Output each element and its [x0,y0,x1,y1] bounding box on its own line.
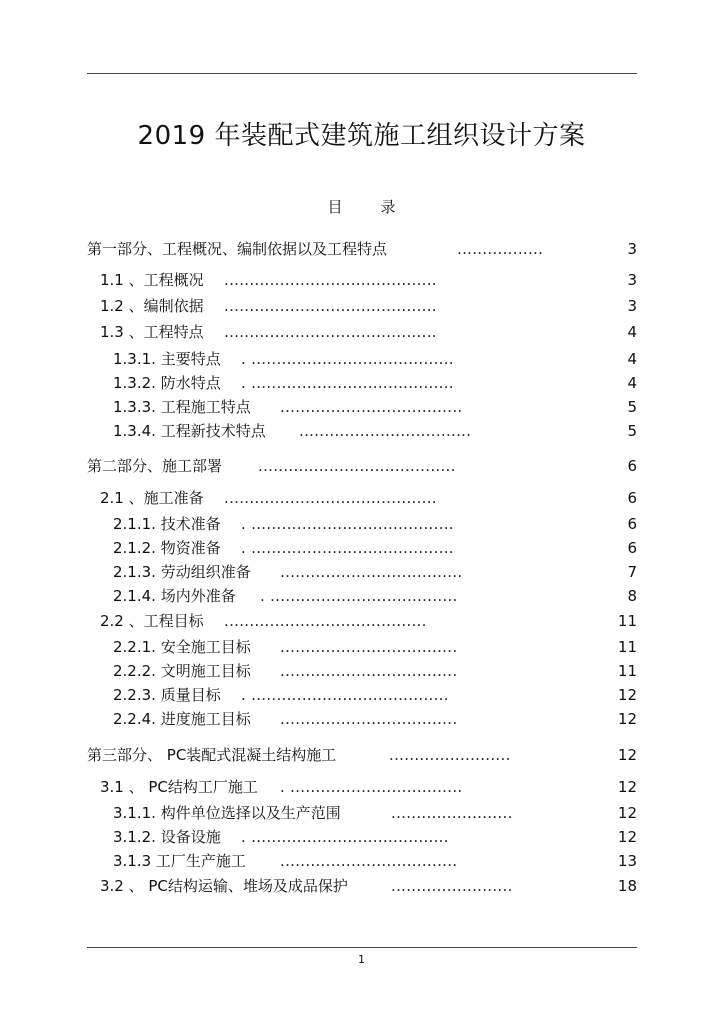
toc-page-number: 3 [627,271,637,289]
toc-entry-label: 2.2.1. 安全施工目标 [113,638,251,656]
toc-entry-label: 1.3.2. 防水特点 [113,374,221,392]
toc-entry-2-1[interactable] [100,487,637,509]
toc-entry-3-2[interactable] [100,875,637,897]
toc-entry-1-3-3[interactable] [113,396,637,418]
toc-page-number: 6 [627,489,637,507]
toc-page-number: 5 [627,398,637,416]
toc-heading [0,196,723,217]
toc-entry-1-1[interactable] [100,269,637,291]
toc-entry-2-2[interactable] [100,610,637,632]
toc-page-number: 6 [627,457,637,475]
toc-leader-dots: . ....................................... [241,686,449,704]
toc-entry-label: 1.3 、工程特点 [100,323,204,341]
toc-page-number: 12 [617,710,637,728]
toc-heading-char-1: 目 [327,198,343,216]
toc-page-number: 12 [617,804,637,822]
toc-page-number: 4 [627,374,637,392]
toc-entry-part-1[interactable] [87,238,637,260]
toc-entry-2-2-4[interactable] [113,708,637,730]
toc-entry-label: 2.1.1. 技术准备 [113,515,221,533]
toc-page-number: 12 [617,778,637,796]
toc-leader-dots: .......................................... [224,489,437,507]
toc-entry-label: 3.1 、 PC结构工厂施工 [100,778,258,796]
toc-entry-label: 2.1.4. 场内外准备 [113,587,236,605]
toc-leader-dots: ................................... [280,710,458,728]
toc-entry-label: 1.1 、工程概况 [100,271,204,289]
toc-entry-1-3-1[interactable] [113,348,637,370]
toc-entry-label: 第三部分、 PC装配式混凝土结构施工 [87,746,337,764]
toc-leader-dots: . ........................................ [241,539,454,557]
toc-leader-dots: ................. [457,240,544,258]
toc-entry-3-1[interactable] [100,776,637,798]
toc-entry-label: 1.2 、编制依据 [100,297,204,315]
toc-leader-dots: ................................... [280,852,458,870]
toc-entry-label: 2.2.3. 质量目标 [113,686,221,704]
toc-leader-dots: .......................................... [224,323,437,341]
toc-entry-label: 2.2 、工程目标 [100,612,204,630]
toc-entry-label: 3.1.3 工厂生产施工 [113,852,246,870]
toc-entry-label: 1.3.3. 工程施工特点 [113,398,251,416]
toc-page-number: 13 [617,852,637,870]
toc-entry-label: 2.1.2. 物资准备 [113,539,221,557]
toc-page-number: 4 [627,323,637,341]
toc-entry-label: 2.1.3. 劳动组织准备 [113,563,251,581]
toc-heading-char-2: 录 [380,198,396,216]
toc-entry-2-2-3[interactable] [113,684,637,706]
toc-page-number: 4 [627,350,637,368]
toc-leader-dots: . .................................. [280,778,463,796]
toc-page-number: 5 [627,422,637,440]
toc-leader-dots: . ....................................... [241,828,449,846]
toc-entry-label: 1.3.1. 主要特点 [113,350,221,368]
toc-page-number: 3 [627,240,637,258]
toc-leader-dots: .......................................... [224,271,437,289]
toc-entry-label: 1.3.4. 工程新技术特点 [113,422,266,440]
header-rule [87,73,637,74]
toc-entry-label: 2.1 、施工准备 [100,489,204,507]
toc-entry-2-1-1[interactable] [113,513,637,535]
toc-entry-part-2[interactable] [87,455,637,477]
toc-page-number: 3 [627,297,637,315]
toc-page-number: 11 [617,662,637,680]
toc-entry-2-1-4[interactable] [113,585,637,607]
toc-entry-label: 2.2.2. 文明施工目标 [113,662,251,680]
toc-entry-3-1-3[interactable] [113,850,637,872]
toc-entry-2-2-1[interactable] [113,636,637,658]
toc-leader-dots: . ........................................ [241,374,454,392]
toc-page-number: 7 [627,563,637,581]
toc-entry-part-3[interactable] [87,744,637,766]
toc-leader-dots: ........................ [391,804,513,822]
toc-entry-1-2[interactable] [100,295,637,317]
toc-page-number: 8 [627,587,637,605]
toc-entry-2-1-2[interactable] [113,537,637,559]
toc-entry-label: 3.2 、 PC结构运输、堆场及成品保护 [100,877,348,895]
toc-leader-dots: ........................ [389,746,511,764]
toc-entry-3-1-2[interactable] [113,826,637,848]
toc-entry-2-2-2[interactable] [113,660,637,682]
toc-entry-label: 第一部分、工程概况、编制依据以及工程特点 [87,240,388,258]
toc-entry-3-1-1[interactable] [113,802,637,824]
footer-page-number: 1 [358,953,365,966]
toc-leader-dots: .................................... [280,563,463,581]
toc-entry-label: 2.2.4. 进度施工目标 [113,710,251,728]
toc-leader-dots: ........................ [391,877,513,895]
toc-leader-dots: ....................................... [258,457,456,475]
toc-leader-dots: .................................. [299,422,472,440]
toc-entry-label: 3.1.2. 设备设施 [113,828,221,846]
toc-leader-dots: . ........................................ [241,350,454,368]
toc-page-number: 12 [617,828,637,846]
toc-leader-dots: .......................................... [224,297,437,315]
document-title: 2019 年装配式建筑施工组织设计方案 [137,121,586,151]
toc-page-number: 11 [617,638,637,656]
toc-entry-1-3-2[interactable] [113,372,637,394]
toc-page-number: 12 [617,746,637,764]
toc-leader-dots: . ..................................... [260,587,458,605]
toc-page-number: 18 [617,877,637,895]
toc-leader-dots: ........................................ [224,612,427,630]
toc-leader-dots: ................................... [280,638,458,656]
toc-leader-dots: ................................... [280,662,458,680]
toc-leader-dots: .................................... [280,398,463,416]
toc-page-number: 12 [617,686,637,704]
toc-entry-2-1-3[interactable] [113,561,637,583]
toc-page-number: 11 [617,612,637,630]
footer-rule [87,947,637,948]
toc-page-number: 6 [627,539,637,557]
toc-page-number: 6 [627,515,637,533]
toc-leader-dots: . ........................................ [241,515,454,533]
toc-entry-1-3[interactable] [100,321,637,343]
toc-entry-label: 第二部分、施工部署 [87,457,223,475]
toc-entry-1-3-4[interactable] [113,420,637,442]
toc-entry-label: 3.1.1. 构件单位选择以及生产范围 [113,804,341,822]
